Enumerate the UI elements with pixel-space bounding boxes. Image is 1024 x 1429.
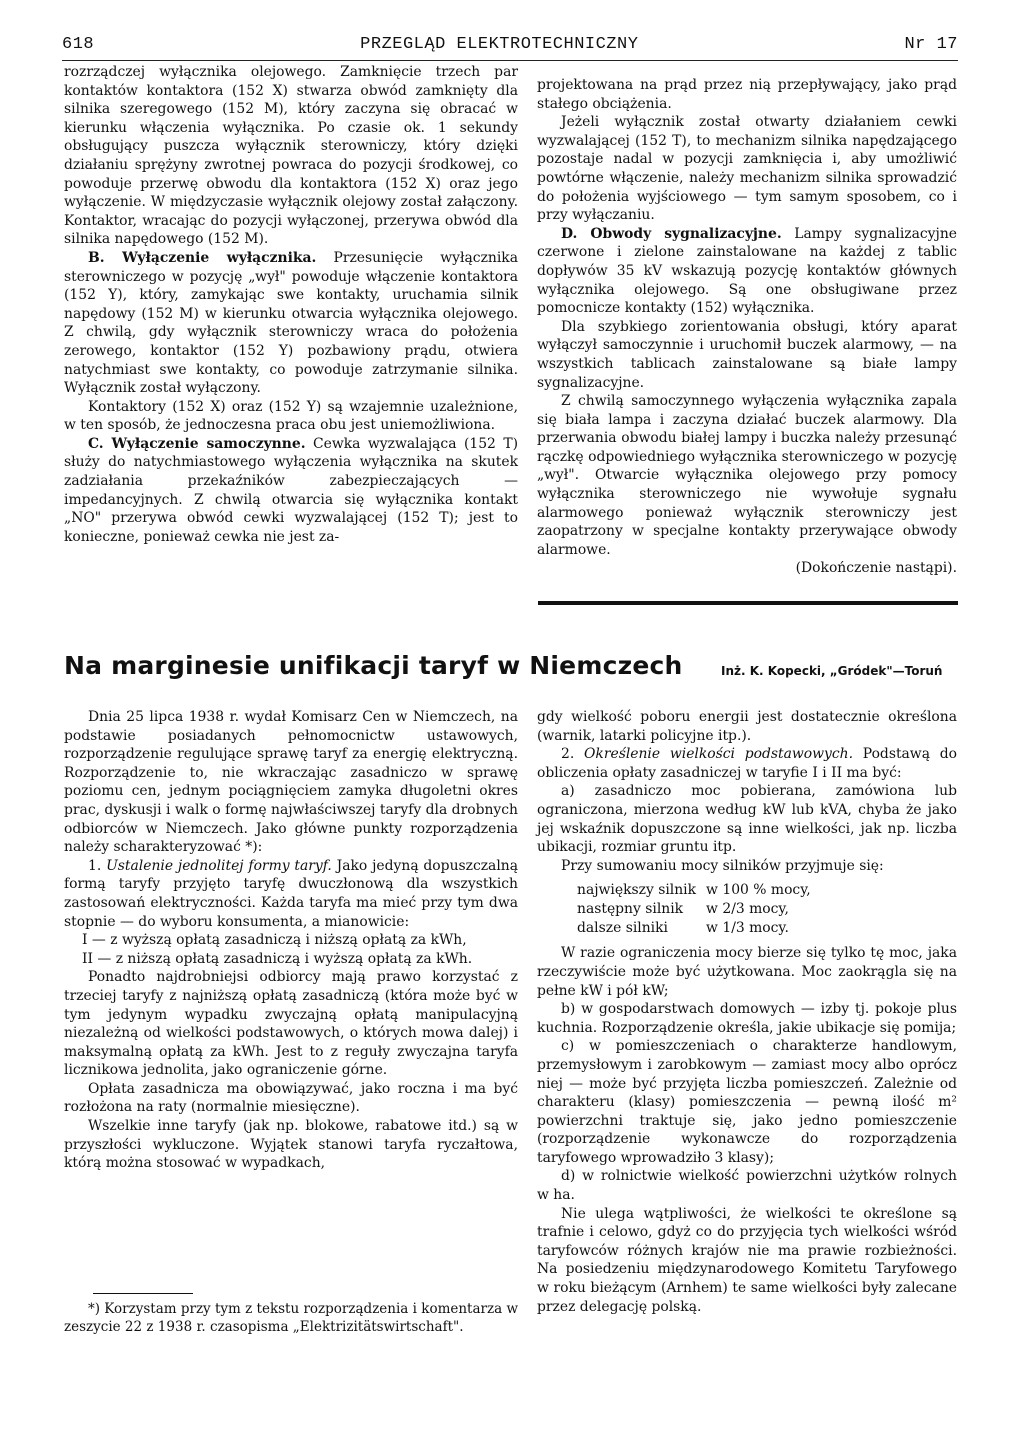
point-title: Ustalenie jednolitej formy taryf. bbox=[106, 857, 332, 874]
motor-share: w 1/3 mocy. bbox=[706, 920, 789, 937]
top-right-column bbox=[537, 76, 957, 578]
section-text: Cewka wyzwalająca (152 T) służy do natychmiastowego wyłączenia wyłącznika na skutek zadziałania przekaźników zabezpieczających — impedancyjnych. Z chwilą otwarcia się wyłącznika kontakt „NO" przerywa obwód cewki wyzwalającej (152 T); jest to konieczne, ponieważ cewka nie jest za- bbox=[64, 435, 519, 545]
table-row bbox=[577, 881, 821, 900]
tariff-option-1: I — z wyższą opłatą zasadniczą i niższą opłatą za kWh, bbox=[82, 932, 467, 949]
header-rule bbox=[62, 60, 958, 61]
paragraph: Z chwilą samoczynnego wyłączenia wyłącznika zapala się biała lampa i zaczyna działać buczek alarmowy. Dla przerwania obwodu białej lampy i buczka należy przesunąć rączkę odpowiedniego wyłącznika sterowniczego w pozycję „wył". Otwarcie wyłącznika olejowego przy pomocy wyłącznika sterowniczego nie wywołuje sygnału alarmowego ponieważ wyłącznik sterowniczy jest zaopatrzony w specjalne kontakty przerywające obwody alarmowe. bbox=[537, 393, 957, 558]
motor-power-table bbox=[577, 881, 821, 938]
point-number: 1. bbox=[88, 857, 102, 874]
paragraph: gdy wielkość poboru energii jest dostatecznie określona (warnik, latarki policyjne itp.). bbox=[537, 709, 957, 744]
item-c: c) w pomieszczeniach o charakterze handlowym, przemysłowym i zarobkowym — zamiast mocy albo oprócz niej — może być przyjęta liczba pomieszczeń. Zależnie od charakteru (klasy) pomieszczenia — pewną ilość m² powierzchni traktuje się, jako jedno pomieszczenie (rozporządzenie wykonawcze do rozporządzenia taryfowego wprowadziło 3 klasy); bbox=[537, 1038, 957, 1166]
page-header bbox=[62, 30, 958, 58]
article-author: Inż. K. Kopecki, „Gródek"—Toruń bbox=[721, 664, 943, 678]
footnote-text: *) Korzystam przy tym z tekstu rozporządzenia i komentarza w zeszycie 22 z 1938 r. czasopisma „Elektrizitätswirtschaft". bbox=[64, 1301, 518, 1335]
paragraph: Kontaktory (152 X) oraz (152 Y) są wzajemnie uzależnione, w ten sposób, że jednoczesna praca obu jest uniemożliwiona. bbox=[64, 398, 518, 434]
paragraph: Dnia 25 lipca 1938 r. wydał Komisarz Cen w Niemczech, na podstawie posiadanych pełnomocnictw ustawowych, rozporządzenie regulujące sprawę taryf za energię elektryczną. Rozporządzenie to, nie wkraczając zasadniczo w sprawę poziomu cen, jednym pociągnięciem zamyka długoletni okres prac, dyskusji i walk o formę najwłaściwszej taryfy dla drobnych odbiorców w Niemczech. Jako główne punkty rozporządzenia należy scharakteryzować *): bbox=[64, 709, 518, 856]
issue-number: Nr 17 bbox=[904, 34, 958, 54]
footnote-rule bbox=[93, 1293, 193, 1294]
section-text: Lampy sygnalizacyjne czerwone i zielone zainstalowane na każdej z tablic dopływów 35 kV wskazują pozycję kontaktów głównych wyłącznika olejowego. Są one obsługiwane przez pomocnicze kontakty (152) wyłącznika. bbox=[537, 225, 957, 317]
point-2 bbox=[537, 745, 957, 782]
paragraph: Dla szybkiego zorientowania obsługi, który aparat wyłączył samoczynnie i uruchomił buczek alarmowy, — na wszystkich tablicach zainstalowane są białe lampy sygnalizacyjne. bbox=[537, 318, 957, 391]
section-heading: C. Wyłączenie samoczynne. bbox=[88, 435, 306, 452]
motor-label: następny silnik bbox=[577, 901, 684, 918]
footnote bbox=[64, 1300, 518, 1336]
section-d bbox=[537, 225, 957, 318]
page-number: 618 bbox=[62, 34, 95, 54]
point-title: Określenie wielkości podstawowych. bbox=[584, 746, 854, 763]
section-separator bbox=[538, 601, 958, 605]
point-number: 2. bbox=[561, 746, 575, 763]
section-heading: B. Wyłączenie wyłącznika. bbox=[88, 249, 317, 266]
journal-title: PRZEGLĄD ELEKTROTECHNICZNY bbox=[360, 34, 639, 54]
paragraph: Ponadto najdrobniejsi odbiorcy mają prawo korzystać z trzeciej taryfy z najniższą opłatą zasadniczą (która może być w tym jedynym wypadku zwyczajną opłatą manipulacyjną niezależną od wielkości podstawowych, o których mowa dalej) i maksymalną opłatą za kWh. Jest to z reguły zwyczajna taryfa licznikowa jednolita, jako ograniczenie górne. bbox=[64, 969, 518, 1079]
item-a: a) zasadniczo moc pobierana, zamówiona lub ograniczona, mierzona według kW lub kVA, chyba że jako jej wskaźnik dopuszczone są inne wielkości, jak np. liczba ubikacji, rozmiar gruntu itp. bbox=[537, 783, 957, 856]
paragraph: rozrządczej wyłącznika olejowego. Zamknięcie trzech par kontaktów kontaktora (152 X) stwarza obwód zamknięty dla silnika szeregowego (152 M), który zaczyna się obracać w kierunku włączenia wyłącznika. Po czasie ok. 1 sekundy obsługujący puszcza wyłącznik sterowniczy, który dzięki działaniu sprężyny zwrotnej powraca do pozycji środkowej, co powoduje przerwę obwodu dla kontaktora (152 X) oraz jego wyłączenie. W międzyczasie wyłącznik olejowy został załączony. Kontaktor, wracając do pozycji wyłączonej, przerywa obwód dla silnika napędowego (152 M). bbox=[64, 64, 518, 248]
tariff-option-2: II — z niższą opłatą zasadniczą i wyższą opłatą za kWh. bbox=[82, 950, 473, 967]
motor-share: w 2/3 mocy, bbox=[706, 901, 789, 918]
table-row bbox=[577, 919, 821, 938]
paragraph: Jeżeli wyłącznik został otwarty działaniem cewki wyzwalającej (152 T), to mechanizm silnika napędzającego pozostaje nadal w pozycji zamknięcia i, aby umożliwić powtórne włączenie, należy mechanizm silnika sprowadzić do położenia wyjściowego — tym samym sposobem, co i przy wyłączaniu. bbox=[537, 114, 957, 224]
top-left-column bbox=[64, 63, 518, 546]
paragraph: W razie ograniczenia mocy bierze się tylko tę moc, jaka rzeczywiście może być użytkowana. Moc zaokrągla się na pełne kW i pół kW; bbox=[537, 945, 957, 999]
article-left-column bbox=[64, 708, 518, 1173]
table-row bbox=[577, 900, 821, 919]
point-text: Jako jedyną dopuszczalną formą taryfy przyjęto taryfę dwuczłonową dla wszystkich zastosowań elektryczności. Każda taryfa ma mieć przy tym dwa stopnie — do wyboru konsumenta, a mianowicie: bbox=[64, 857, 519, 930]
motor-label: największy silnik bbox=[577, 882, 697, 899]
section-b bbox=[64, 249, 518, 398]
paragraph: Nie ulega wątpliwości, że wielkości te określone są trafnie i celowo, gdyż co do przyjęcia tych wielkości wśród taryfowców różnych krajów nie ma prawie rozbieżności. Na posiedzeniu międzynarodowego Komitetu Taryfowego w roku bieżącym (Arnhem) te same wielkości były zalecane przez delegację polską. bbox=[537, 1205, 957, 1315]
article-title: Na marginesie unifikacji taryf w Niemczech bbox=[64, 651, 683, 680]
continuation-note: (Dokończenie nastąpi). bbox=[795, 560, 957, 577]
paragraph: Opłata zasadnicza ma obowiązywać, jako roczna i ma być rozłożona na raty (normalnie miesięczne). bbox=[64, 1080, 518, 1116]
paragraph: Przy sumowaniu mocy silników przyjmuje się: bbox=[561, 857, 884, 874]
article-header bbox=[64, 651, 964, 701]
section-heading: D. Obwody sygnalizacyjne. bbox=[561, 225, 782, 242]
motor-label: dalsze silniki bbox=[577, 920, 668, 937]
motor-share: w 100 % mocy, bbox=[706, 882, 811, 899]
article-right-column bbox=[537, 708, 957, 1316]
item-b: b) w gospodarstwach domowych — izby tj. pokoje plus kuchnia. Rozporządzenie określa, jakie ubikacje się pomija; bbox=[537, 1001, 957, 1036]
paragraph: projektowana na prąd przez nią przepływający, jako prąd stałego obciążenia. bbox=[537, 77, 957, 112]
section-text: Przesunięcie wyłącznika sterowniczego w pozycję „wył" powoduje włączenie kontaktora (152 Y), który, zamykając swe kontakty, uruchamia silnik napędowy (152 M) w kierunku otwarcia wyłącznika olejowego. Z chwilą, gdy wyłącznik sterowniczy wraca do położenia zerowego, kontaktor (152 Y) pozbawiony prądu, otwiera natychmiast swe kontakty, co powoduje zatrzymanie silnika. Wyłącznik został wyłączony. bbox=[64, 249, 518, 397]
point-text: Podstawą do obliczenia opłaty zasadniczej w taryfie I i II ma być: bbox=[537, 746, 957, 781]
item-d: d) w rolnictwie wielkość powierzchni użytków rolnych w ha. bbox=[537, 1168, 957, 1204]
paragraph: Wszelkie inne taryfy (jak np. blokowe, rabatowe itd.) są w przyszłości wykluczone. Wyjątek stanowi taryfa ryczałtowa, którą można stosować w wypadkach, bbox=[64, 1118, 518, 1172]
section-c bbox=[64, 435, 518, 547]
point-1 bbox=[64, 857, 518, 931]
